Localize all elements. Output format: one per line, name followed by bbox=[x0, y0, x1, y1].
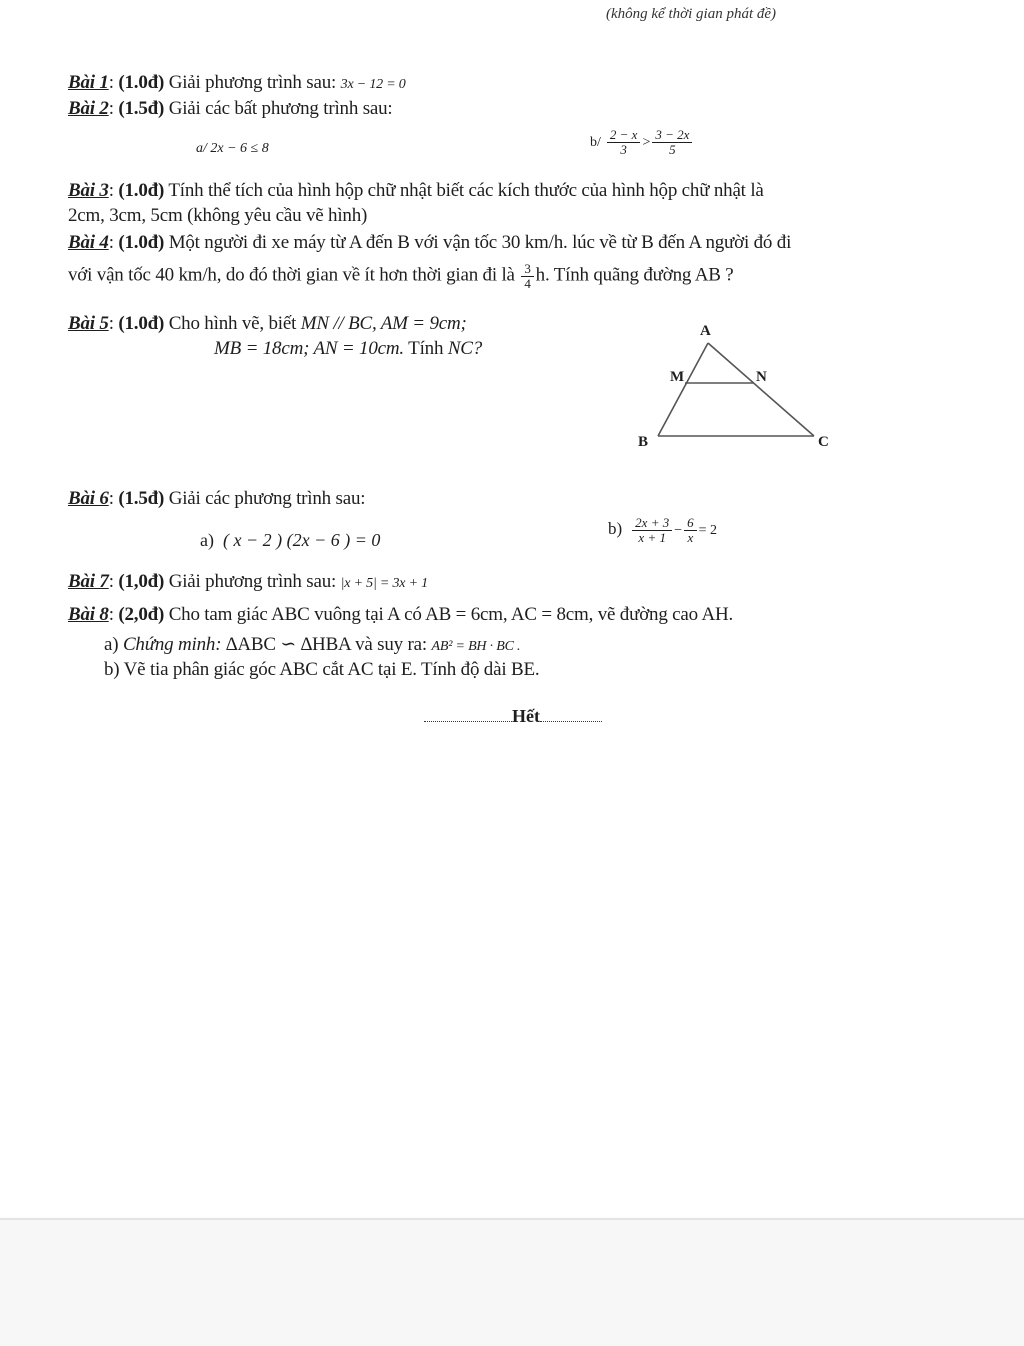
side-ac bbox=[708, 343, 814, 436]
problem-5: Bài 5: (1.0đ) Cho hình vẽ, biết MN // BC, AM = 9cm; bbox=[68, 313, 467, 334]
problem-4-line2-before: với vận tốc 40 km/h, do đó thời gian về ít hơn thời gian đi là bbox=[68, 264, 515, 286]
problem-4-label: Bài 4 bbox=[68, 232, 109, 253]
problem-8b-label: b) bbox=[104, 659, 120, 680]
problem-6-points: (1.5đ) bbox=[118, 488, 165, 509]
problem-3-label: Bài 3 bbox=[68, 180, 109, 201]
problem-4-frac-num: 3 bbox=[521, 262, 533, 277]
problem-2b-right-den: 5 bbox=[669, 141, 676, 157]
problem-5-line1-math: MN // BC, AM = 9cm; bbox=[300, 313, 467, 334]
side-ab bbox=[658, 343, 708, 436]
problem-5-line2 bbox=[214, 338, 482, 360]
problem-6b-label: b) bbox=[608, 518, 623, 538]
dotted-line-right bbox=[540, 721, 602, 722]
problem-8a-text: ∆ABC ∽ ∆HBA và suy ra: bbox=[225, 634, 427, 655]
problem-2b bbox=[590, 128, 694, 156]
problem-8b-text: Vẽ tia phân giác góc ABC cắt AC tại E. Tính độ dài BE. bbox=[123, 659, 540, 680]
problem-6-label: Bài 6 bbox=[68, 488, 109, 509]
problem-8-points: (2,0đ) bbox=[118, 604, 165, 625]
problem-2-label: Bài 2 bbox=[68, 98, 109, 119]
problem-6a bbox=[200, 530, 380, 551]
vertex-a-label: A bbox=[700, 323, 711, 339]
problem-1-text: Giải phương trình sau: bbox=[168, 72, 337, 93]
problem-7-text: Giải phương trình sau: bbox=[168, 571, 337, 592]
problem-5-line2-text: Tính bbox=[408, 338, 444, 359]
vertex-b-label: B bbox=[638, 434, 649, 450]
problem-4-line1: Một người đi xe máy từ A đến B với vận tốc 30 km/h. lúc về từ B đến A người đó đi bbox=[168, 232, 792, 253]
problem-4-line2-after: h. Tính quãng đường AB ? bbox=[535, 264, 734, 286]
problem-2b-left-fraction bbox=[607, 128, 641, 156]
problem-8-text: Cho tam giác ABC vuông tại A có AB = 6cm, AC = 8cm, vẽ đường cao AH. bbox=[168, 604, 734, 625]
problem-2b-prefix: b/ bbox=[590, 134, 601, 150]
problem-1-equation: 3x − 12 = 0 bbox=[340, 77, 406, 92]
problem-6b bbox=[608, 516, 717, 544]
problem-7: Bài 7: (1,0đ) Giải phương trình sau: |x + 5| = 3x + 1 bbox=[68, 571, 428, 592]
problem-6b-den2: x bbox=[687, 529, 694, 545]
problem-6-text: Giải các phương trình sau: bbox=[168, 488, 366, 509]
point-n-label: N bbox=[756, 369, 767, 385]
problem-5-line2-math: MB = 18cm; AN = 10cm. bbox=[214, 338, 404, 359]
problem-6a-label: a) bbox=[200, 530, 214, 550]
problem-5-points: (1.0đ) bbox=[118, 313, 165, 334]
problem-5-line1-text: Cho hình vẽ, biết bbox=[168, 313, 297, 334]
problem-8a-label: a) bbox=[104, 634, 119, 655]
problem-4-fraction bbox=[521, 262, 533, 290]
problem-3: Bài 3: (1.0đ) Tính thể tích của hình hộp chữ nhật biết các kích thước của hình hộp chữ nhật là bbox=[68, 180, 764, 201]
problem-5-label: Bài 5 bbox=[68, 313, 109, 334]
problem-2-points: (1.5đ) bbox=[118, 98, 165, 119]
problem-2b-left-den: 3 bbox=[620, 141, 627, 157]
problem-6b-minus: − bbox=[674, 522, 683, 538]
problem-2a: a/ 2x − 6 ≤ 8 bbox=[196, 141, 269, 156]
problem-4-points: (1.0đ) bbox=[118, 232, 165, 253]
problem-6b-fraction-2 bbox=[684, 516, 697, 544]
time-note: (không kể thời gian phát đề) bbox=[606, 6, 777, 22]
point-m-label: M bbox=[670, 369, 685, 385]
problem-6a-equation: ( x − 2 ) (2x − 6 ) = 0 bbox=[222, 530, 381, 550]
problem-8a-italic: Chứng minh: bbox=[122, 634, 222, 655]
problem-7-label: Bài 7 bbox=[68, 571, 109, 592]
problem-6b-num1: 2x + 3 bbox=[632, 516, 672, 531]
problem-4-line2 bbox=[68, 262, 733, 290]
problem-2-text: Giải các bất phương trình sau: bbox=[168, 98, 393, 119]
problem-6b-num2: 6 bbox=[684, 516, 697, 531]
problem-2b-right-fraction bbox=[652, 128, 692, 156]
problem-5-line2-end: NC? bbox=[447, 338, 483, 359]
problem-4: Bài 4: (1.0đ) Một người đi xe máy từ A đến B với vận tốc 30 km/h. lúc về từ B đến A người đó đi bbox=[68, 232, 792, 253]
end-text: Hết bbox=[512, 706, 540, 726]
problem-6: Bài 6: (1.5đ) Giải các phương trình sau: bbox=[68, 488, 366, 509]
problem-1-points: (1.0đ) bbox=[118, 72, 165, 93]
problem-8a bbox=[104, 633, 520, 656]
vertex-c-label: C bbox=[818, 434, 829, 450]
problem-3-line2: 2cm, 3cm, 5cm (không yêu cầu vẽ hình) bbox=[68, 205, 368, 226]
problem-1: Bài 1: (1.0đ) Giải phương trình sau: 3x − 12 = 0 bbox=[68, 72, 406, 93]
problem-8a-math: AB² = BH · BC . bbox=[431, 639, 521, 654]
dotted-line-left bbox=[424, 721, 512, 722]
problem-7-points: (1,0đ) bbox=[118, 571, 165, 592]
bottom-area bbox=[0, 1218, 1024, 1346]
problem-6b-rhs: = 2 bbox=[698, 522, 718, 538]
problem-2b-op: > bbox=[642, 134, 651, 150]
problem-2: Bài 2: (1.5đ) Giải các bất phương trình sau: bbox=[68, 98, 393, 119]
triangle-figure bbox=[620, 315, 850, 465]
end-marker bbox=[424, 706, 602, 727]
problem-3-points: (1.0đ) bbox=[118, 180, 165, 201]
problem-4-frac-den: 4 bbox=[524, 275, 531, 291]
problem-8: Bài 8: (2,0đ) Cho tam giác ABC vuông tại A có AB = 6cm, AC = 8cm, vẽ đường cao AH. bbox=[68, 604, 734, 625]
problem-3-line1: Tính thể tích của hình hộp chữ nhật biết các kích thước của hình hộp chữ nhật là bbox=[168, 180, 764, 201]
problem-2b-left-num: 2 − x bbox=[607, 128, 641, 143]
problem-7-equation: |x + 5| = 3x + 1 bbox=[340, 576, 428, 591]
problem-8b bbox=[104, 659, 539, 681]
problem-6b-den1: x + 1 bbox=[638, 529, 666, 545]
problem-1-label: Bài 1 bbox=[68, 72, 109, 93]
problem-6b-fraction-1 bbox=[632, 516, 672, 544]
problem-8-label: Bài 8 bbox=[68, 604, 109, 625]
problem-2b-right-num: 3 − 2x bbox=[652, 128, 692, 143]
